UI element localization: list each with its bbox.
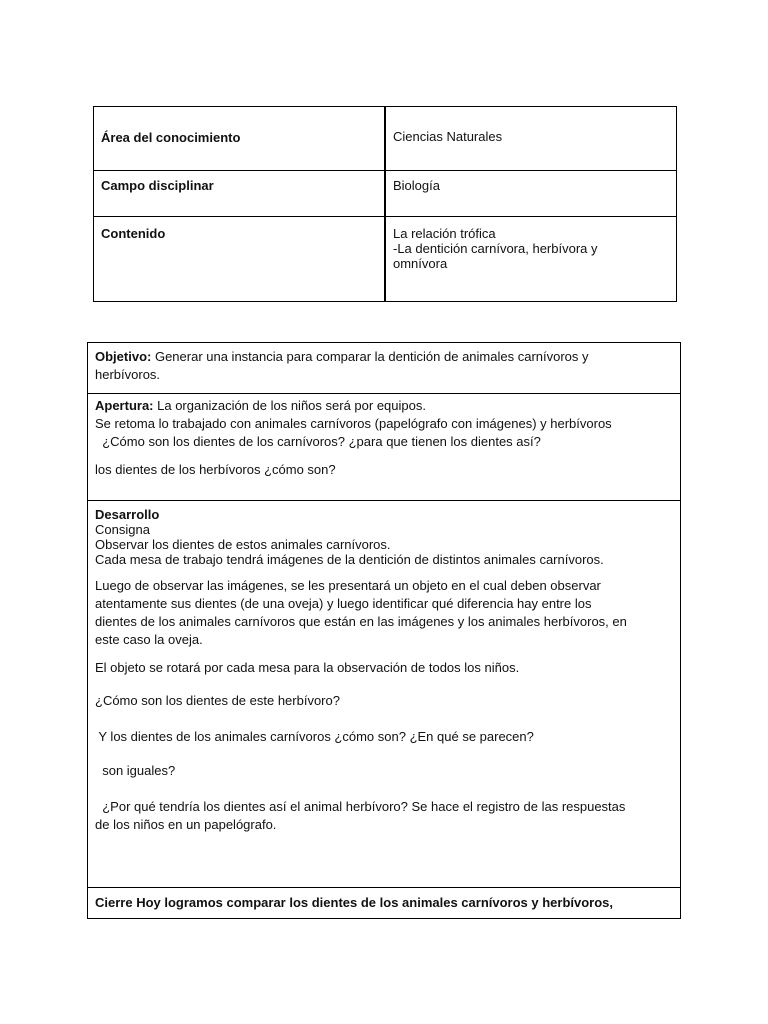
desarrollo-cell [88, 500, 680, 887]
desarrollo-line: Observar los dientes de estos animales carnívoros. [95, 537, 391, 552]
paragraph-line: este caso la oveja. [95, 632, 203, 647]
question-1: ¿Cómo son los dientes de este herbívoro? [95, 693, 340, 708]
campo-label: Campo disciplinar [94, 171, 386, 217]
apertura-line: ¿Cómo son los dientes de los carnívoros? ¿para que tienen los dientes así? [95, 434, 541, 449]
apertura-text: La organización de los niños será por equipos. [153, 398, 426, 413]
question-2: Y los dientes de los animales carnívoros ¿cómo son? ¿En qué se parecen? [95, 729, 534, 744]
objetivo-text-2: herbívoros. [95, 367, 161, 382]
objetivo-label: Objetivo: [95, 349, 152, 364]
desarrollo-line: Cada mesa de trabajo tendrá imágenes de la dentición de distintos animales carnívoros. [95, 552, 604, 567]
paragraph-line: Luego de observar las imágenes, se les presentará un objeto en el cual deben observar [95, 578, 601, 593]
table-row [94, 171, 677, 217]
area-label: Área del conocimiento [94, 107, 386, 171]
objetivo-cell [88, 343, 680, 393]
apertura-label: Apertura: [95, 398, 154, 413]
paragraph-line: atentamente sus dientes (de una oveja) y luego identificar qué diferencia hay entre los [95, 596, 592, 611]
campo-value: Biología [385, 171, 677, 217]
area-value: Ciencias Naturales [385, 107, 677, 171]
info-table [93, 106, 677, 302]
contenido-value [385, 217, 677, 302]
apertura-line: Se retoma lo trabajado con animales carnívoros (papelógrafo con imágenes) y herbívoros [95, 416, 612, 431]
desarrollo-line: Consigna [95, 522, 150, 537]
question-4-cont: de los niños en un papelógrafo. [95, 817, 277, 832]
table-row [94, 217, 677, 302]
lesson-plan-table [87, 342, 681, 919]
contenido-line: La relación trófica [393, 226, 496, 241]
paragraph-line: dientes de los animales carnívoros que están en las imágenes y los animales herbívoros, en [95, 614, 627, 629]
apertura-cell [88, 393, 680, 500]
table-row [94, 107, 677, 171]
desarrollo-paragraph [95, 577, 673, 649]
question-4: ¿Por qué tendría los dientes así el animal herbívoro? Se hace el registro de las respuestas [95, 799, 626, 814]
objetivo-text: Generar una instancia para comparar la dentición de animales carnívoros y [151, 349, 589, 364]
apertura-line: los dientes de los herbívoros ¿cómo son? [95, 462, 336, 477]
cierre-cell [88, 887, 680, 918]
rotation-text: El objeto se rotará por cada mesa para la observación de todos los niños. [95, 660, 520, 675]
contenido-label: Contenido [94, 217, 386, 302]
contenido-line: omnívora [393, 256, 448, 271]
question-3: son iguales? [95, 763, 176, 778]
desarrollo-title: Desarrollo [95, 507, 160, 522]
cierre-text: Cierre Hoy logramos comparar los dientes de los animales carnívoros y herbívoros, [95, 895, 614, 910]
contenido-line: -La dentición carnívora, herbívora y [393, 241, 598, 256]
